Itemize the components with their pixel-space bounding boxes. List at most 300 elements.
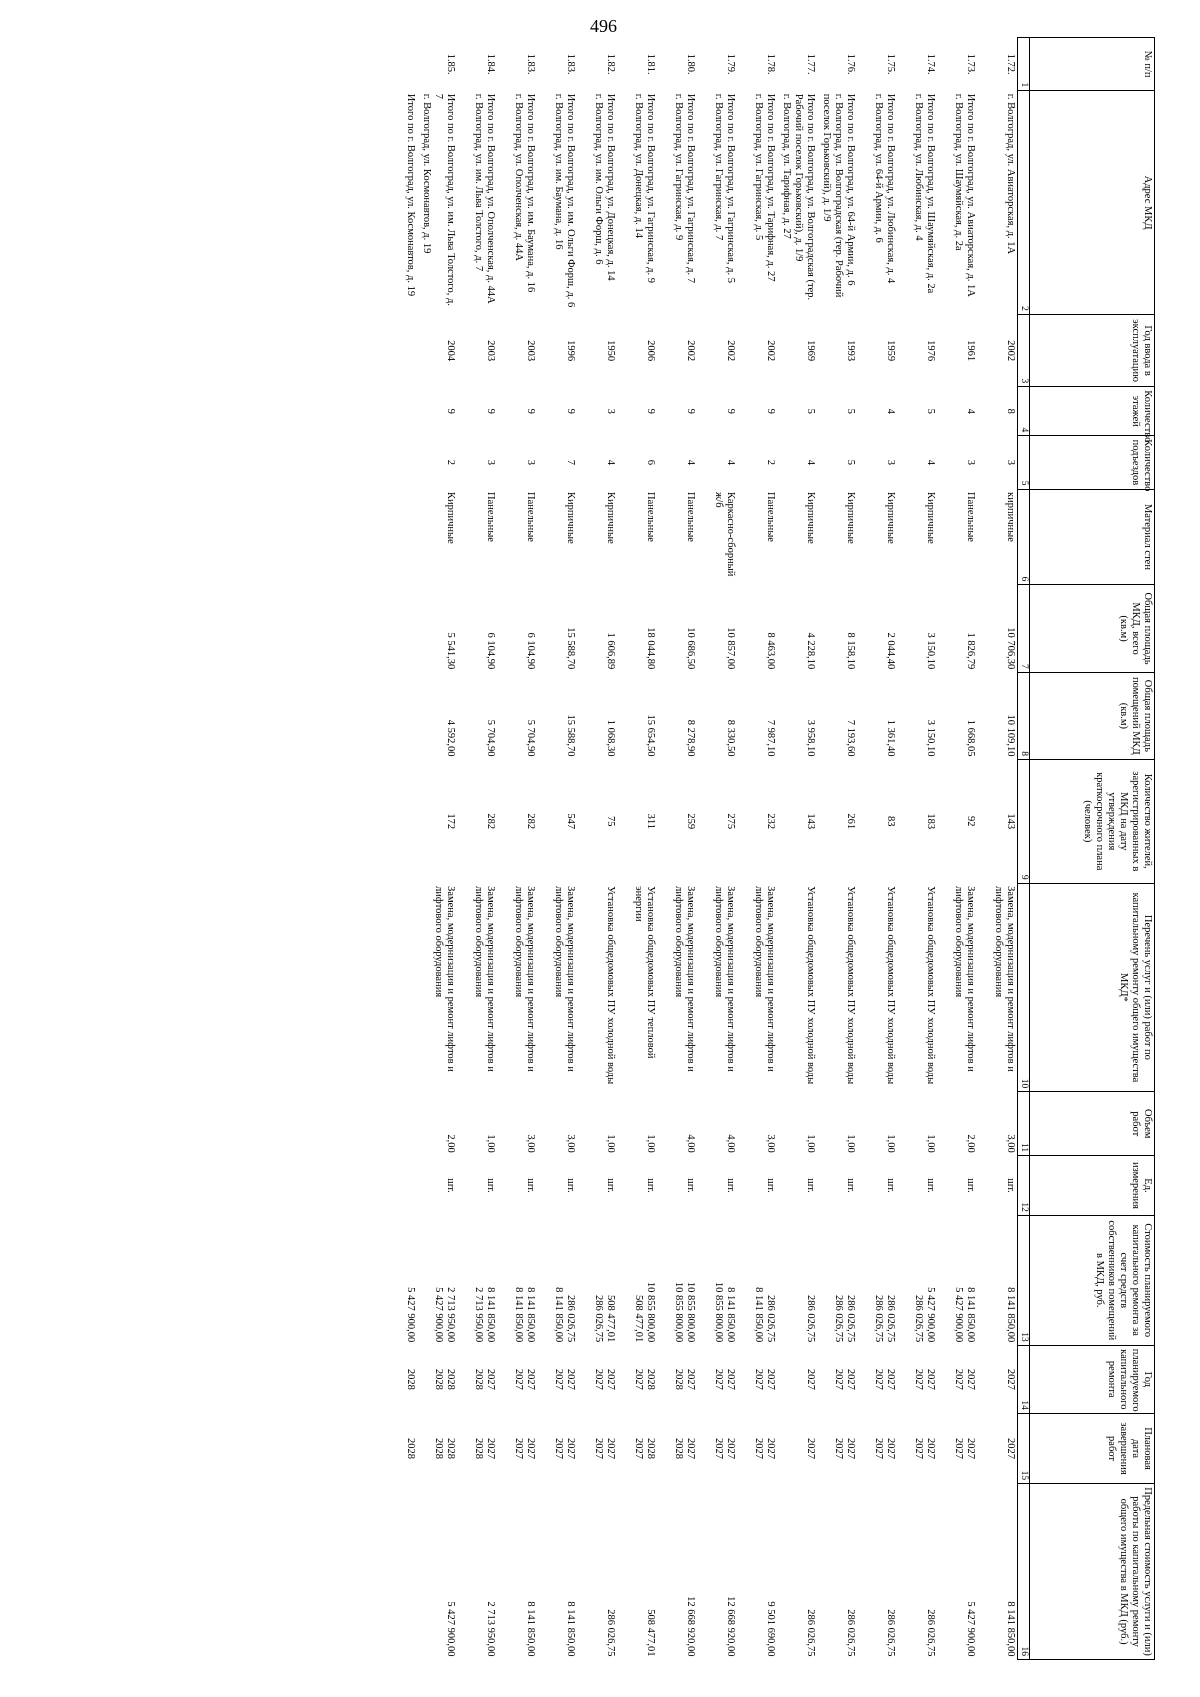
address-cell-line: г. Волгоград, ул. Любинская, д. 4 — [913, 93, 925, 241]
address-cell-line: г. Волгоград, ул. Авиаторская, д. 1А — [1005, 93, 1016, 255]
limit-cost: 8 141 850,00 — [1005, 1601, 1016, 1657]
row-number: 1.78. — [765, 53, 777, 75]
wall-material: Панельные — [685, 492, 697, 542]
residents-count: 547 — [565, 813, 577, 830]
work-volume: 1,00 — [605, 1134, 617, 1153]
wall-material: Панельные — [645, 492, 657, 542]
premises-area: 4 592,00 — [445, 719, 457, 757]
floors-count: 4 — [965, 408, 977, 414]
row-number: 1.75. — [885, 53, 897, 75]
planned-year-line: 2027 — [845, 1368, 857, 1390]
planned-cost-line: 286 026,75 — [885, 1294, 897, 1343]
limit-cost: 8 141 850,00 — [565, 1601, 577, 1657]
premises-area: 15 588,70 — [565, 714, 577, 757]
column-number: 11 — [1018, 1092, 1030, 1156]
work-description: Установка общедомовых ПУ холодной воды — [885, 886, 897, 1085]
floors-count: 3 — [605, 408, 617, 414]
capital-repair-table — [378, 37, 1156, 1660]
completion-date-line: 2027 — [685, 1438, 697, 1460]
floors-count: 9 — [445, 408, 457, 414]
planned-year-line: 2028 — [473, 1368, 485, 1390]
address-cell-line: г. Волгоград, ул. Шаумяйская, д. 2а — [953, 93, 965, 251]
total-area: 10 857,00 — [725, 627, 737, 670]
premises-area: 3 150,10 — [925, 719, 937, 757]
limit-cost: 286 026,75 — [805, 1609, 817, 1657]
wall-material: Кирпичные — [845, 492, 857, 544]
year-built: 2006 — [645, 340, 657, 362]
planned-year-line: 2027 — [633, 1368, 645, 1390]
completion-date-line: 2027 — [965, 1438, 977, 1460]
address-cell — [418, 91, 458, 315]
unit-of-measure: шт. — [445, 1178, 457, 1193]
planned-cost-line: 286 026,75 — [913, 1294, 925, 1343]
column-header: Перечень услуг и (или) работ по капитальному ремонту общего имущества МКД* — [1030, 883, 1155, 1092]
column-number: 2 — [1018, 91, 1030, 315]
entrances-count: 4 — [685, 459, 697, 466]
address-cell — [538, 91, 578, 315]
completion-date — [538, 1413, 578, 1483]
completion-date — [618, 1413, 658, 1483]
planned-cost — [458, 1215, 498, 1345]
entrances-count: 4 — [605, 459, 617, 466]
completion-date-line: 2028 — [405, 1438, 417, 1460]
work-volume: 2,00 — [445, 1134, 457, 1153]
work-volume: 1,00 — [845, 1134, 857, 1153]
planned-cost — [538, 1215, 578, 1345]
completion-date-line: 2027 — [913, 1438, 925, 1460]
residents-count: 232 — [765, 813, 777, 830]
completion-date-line: 2027 — [765, 1438, 777, 1460]
total-area: 6 104,90 — [485, 632, 497, 670]
address-cell — [898, 91, 938, 315]
address-cell-line: г. Волгоград, ул. им. Баумана, д. 16 — [553, 93, 565, 250]
column-header: Количество этажей — [1030, 387, 1155, 436]
completion-date-line: 2027 — [525, 1438, 537, 1460]
residents-count: 259 — [685, 813, 697, 830]
column-header: Стоимость планируемого капитального ремонта за счет средств собственников помещений в МКД, руб. — [1030, 1215, 1155, 1345]
work-description: Замена, модернизация и ремонт лифтов и лифтового оборудования — [673, 886, 697, 1072]
limit-cost: 5 427 900,00 — [445, 1601, 457, 1657]
wall-material: Панельные — [485, 492, 497, 542]
row-number: 1.82. — [605, 53, 617, 75]
planned-cost-line: 8 141 850,00 — [553, 1287, 565, 1343]
year-built: 1959 — [885, 340, 897, 362]
completion-date — [658, 1413, 698, 1483]
column-number: 3 — [1018, 314, 1030, 386]
limit-cost: 12 668 920,00 — [725, 1596, 737, 1657]
planned-year-line: 2027 — [525, 1368, 537, 1390]
column-header: № п/п — [1030, 38, 1155, 91]
completion-date-line: 2027 — [753, 1438, 765, 1460]
work-volume: 3,00 — [1005, 1134, 1016, 1153]
premises-area: 10 109,10 — [1005, 714, 1016, 757]
unit-of-measure: шт. — [485, 1178, 497, 1193]
planned-cost — [618, 1215, 658, 1345]
total-area: 3 150,10 — [925, 632, 937, 670]
entrances-count: 4 — [925, 459, 937, 466]
residents-count: 83 — [885, 816, 897, 827]
completion-date-line: 2027 — [833, 1438, 845, 1460]
completion-date — [858, 1413, 898, 1483]
residents-count: 75 — [605, 816, 617, 827]
planned-cost-line: 2 713 950,00 — [445, 1287, 457, 1343]
year-built: 1993 — [845, 340, 857, 362]
planned-cost-line: 508 477,01 — [633, 1294, 645, 1343]
planned-year-line: 2027 — [713, 1368, 725, 1390]
year-built: 1950 — [605, 340, 617, 362]
wall-material: Кирпичные — [925, 492, 937, 544]
work-description: Установка общедомовых ПУ тепловой энергии — [633, 886, 657, 1059]
total-area: 1 606,89 — [605, 632, 617, 670]
column-number: 8 — [1018, 672, 1030, 759]
work-description: Установка общедомовых ПУ холодной воды — [845, 886, 857, 1085]
residents-count: 311 — [645, 813, 657, 829]
total-area: 15 588,70 — [565, 627, 577, 670]
completion-date-line: 2028 — [645, 1438, 657, 1460]
floors-count: 9 — [525, 408, 537, 414]
planned-cost-line: 286 026,75 — [565, 1294, 577, 1343]
completion-date-line: 2027 — [873, 1438, 885, 1460]
planned-year-line: 2027 — [873, 1368, 885, 1390]
address-cell-line: г. Волгоград, ул. Ополченская, д. 44А — [513, 93, 525, 261]
wall-material: Панельные — [525, 492, 537, 542]
planned-year-line: 2028 — [433, 1368, 445, 1390]
planned-cost-line: 10 855 800,00 — [673, 1281, 685, 1343]
address-cell-line: г. Волгоград, ул. Донецкая, д. 14 — [633, 93, 645, 238]
planned-cost-line: 286 026,75 — [805, 1294, 817, 1343]
year-built: 2002 — [1005, 340, 1016, 362]
premises-area: 8 330,50 — [725, 719, 737, 757]
address-cell-line: г. Волгоград, ул. Гагринская, д. 9 — [673, 93, 685, 241]
completion-date-line: 2027 — [713, 1438, 725, 1460]
completion-date-line: 2027 — [845, 1438, 857, 1460]
table-row — [498, 38, 538, 1660]
address-cell — [938, 91, 978, 315]
planned-cost — [778, 1215, 818, 1345]
address-cell — [378, 91, 418, 315]
column-number: 9 — [1018, 760, 1030, 884]
unit-of-measure: шт. — [885, 1178, 897, 1193]
completion-date — [418, 1413, 458, 1483]
total-area: 1 826,79 — [965, 632, 977, 670]
planned-cost — [498, 1215, 538, 1345]
column-number: 1 — [1018, 38, 1030, 91]
planned-cost-line: 10 855 800,00 — [685, 1281, 697, 1343]
unit-of-measure: шт. — [925, 1178, 937, 1193]
address-cell — [858, 91, 898, 315]
table-row — [978, 38, 1018, 1660]
premises-area: 8 278,90 — [685, 719, 697, 757]
address-cell — [458, 91, 498, 315]
completion-date — [578, 1413, 618, 1483]
work-volume: 1,00 — [925, 1134, 937, 1153]
work-volume: 1,00 — [645, 1134, 657, 1153]
planned-cost — [738, 1215, 778, 1345]
residents-count — [378, 760, 418, 884]
address-cell-line: Итого по г. Волгоград, ул. Космонавтов, д. 19 — [405, 93, 417, 297]
address-cell — [578, 91, 618, 315]
entrances-count: 3 — [1005, 459, 1016, 466]
completion-date-line: 2027 — [953, 1438, 965, 1460]
total-area: 8 158,10 — [845, 632, 857, 670]
planned-year-line: 2027 — [685, 1368, 697, 1390]
table-row — [578, 38, 618, 1660]
planned-cost — [698, 1215, 738, 1345]
limit-cost: 286 026,75 — [605, 1609, 617, 1657]
work-volume: 2,00 — [965, 1134, 977, 1153]
table-row — [898, 38, 938, 1660]
planned-year — [378, 1345, 418, 1413]
unit-of-measure: шт. — [765, 1178, 777, 1193]
completion-date-line: 2027 — [633, 1438, 645, 1460]
completion-date-line: 2027 — [513, 1438, 525, 1460]
entrances-count: 7 — [565, 459, 577, 466]
year-built: 2003 — [485, 340, 497, 362]
completion-date-line: 2027 — [725, 1438, 737, 1460]
address-cell-line: г. Волгоград, ул. Космонавтов, д. 19 — [421, 93, 433, 254]
planned-year — [538, 1345, 578, 1413]
floors-count: 9 — [725, 408, 737, 414]
unit-of-measure: шт. — [645, 1178, 657, 1193]
address-cell — [818, 91, 858, 315]
year-built: 2002 — [725, 340, 737, 362]
planned-year — [978, 1345, 1018, 1413]
completion-date-line: 2028 — [445, 1438, 457, 1460]
table-row — [778, 38, 818, 1660]
planned-cost-line: 10 855 800,00 — [713, 1281, 725, 1343]
planned-year — [738, 1345, 778, 1413]
residents-count: 183 — [925, 813, 937, 830]
planned-year — [658, 1345, 698, 1413]
residents-count: 282 — [525, 813, 537, 830]
residents-count: 282 — [485, 813, 497, 830]
limit-cost: 2 713 950,00 — [485, 1601, 497, 1657]
completion-date — [778, 1413, 818, 1483]
limit-cost: 5 427 900,00 — [965, 1601, 977, 1657]
address-cell-line: г. Волгоград, ул. Волгоградская (тер. Рабочий поселок Горьковский), д. 1/9 — [821, 93, 845, 298]
planned-cost — [898, 1215, 938, 1345]
completion-date-line: 2027 — [553, 1438, 565, 1460]
residents-count: 261 — [845, 813, 857, 830]
column-header: Материал стен — [1030, 489, 1155, 585]
work-description: Установка общедомовых ПУ холодной воды — [805, 886, 817, 1085]
total-area: 4 228,10 — [805, 632, 817, 670]
address-cell-line: Итого по г. Волгоград, ул. Шаумяйская, д. 2а — [925, 93, 937, 294]
column-header: Плановая дата завершения работ — [1030, 1413, 1155, 1483]
address-cell-line: г. Волгоград, ул. им. Льва Толстого, д. 7 — [473, 93, 485, 272]
address-cell-line: Итого по г. Волгоград, ул. Тарифная, д. 27 — [765, 93, 777, 282]
planned-year-line: 2027 — [965, 1368, 977, 1390]
rotated-page — [45, 37, 1155, 1660]
total-area: 6 104,90 — [525, 632, 537, 670]
work-description — [378, 883, 418, 1092]
planned-year-line: 2028 — [673, 1368, 685, 1390]
planned-year-line: 2027 — [605, 1368, 617, 1390]
row-number: 1.80. — [685, 53, 697, 75]
planned-cost — [578, 1215, 618, 1345]
completion-date-line: 2027 — [593, 1438, 605, 1460]
planned-cost-line: 2 713 950,00 — [473, 1287, 485, 1343]
planned-cost — [938, 1215, 978, 1345]
row-number: 1.83. — [565, 53, 577, 75]
planned-cost-line: 8 141 850,00 — [725, 1287, 737, 1343]
column-number: 10 — [1018, 883, 1030, 1092]
unit-of-measure — [378, 1156, 418, 1216]
planned-year-line: 2027 — [753, 1368, 765, 1390]
work-description: Замена, модернизация и ремонт лифтов и лифтового оборудования — [953, 886, 977, 1072]
table-row — [938, 38, 978, 1660]
limit-cost: 286 026,75 — [885, 1609, 897, 1657]
completion-date-line: 2027 — [1005, 1438, 1016, 1460]
entrances-count: 6 — [645, 459, 657, 466]
column-header: Количество подъездов — [1030, 436, 1155, 489]
planned-cost — [378, 1215, 418, 1345]
table-row — [618, 38, 658, 1660]
floors-count: 9 — [485, 408, 497, 414]
planned-cost-line: 8 141 850,00 — [753, 1287, 765, 1343]
address-cell-line: г. Волгоград, ул. 64-й Армии, д. 6 — [873, 93, 885, 243]
floors-count: 5 — [925, 408, 937, 414]
planned-cost-line: 10 855 800,00 — [645, 1281, 657, 1343]
wall-material: Кирпичные — [565, 492, 577, 544]
completion-date-line: 2027 — [805, 1438, 817, 1460]
planned-year-line: 2027 — [953, 1368, 965, 1390]
planned-cost-line: 8 141 850,00 — [1005, 1287, 1016, 1343]
address-cell-line: Итого по г. Волгоград, ул. им. Ольги Форш, д. 6 — [565, 93, 577, 308]
premises-area: 15 654,50 — [645, 714, 657, 757]
floors-count: 8 — [1005, 408, 1016, 414]
planned-year-line: 2027 — [833, 1368, 845, 1390]
planned-cost-line: 286 026,75 — [765, 1294, 777, 1343]
wall-material: Панельные — [765, 492, 777, 542]
entrances-count — [378, 436, 418, 489]
year-built: 2002 — [765, 340, 777, 362]
work-description: Замена, модернизация и ремонт лифтов и лифтового оборудования — [473, 886, 497, 1072]
total-area: 5 541,30 — [445, 632, 457, 670]
planned-cost-line: 5 427 900,00 — [405, 1287, 417, 1343]
planned-year — [618, 1345, 658, 1413]
work-description: Замена, модернизация и ремонт лифтов и лифтового оборудования — [753, 886, 777, 1072]
entrances-count: 4 — [725, 459, 737, 466]
address-cell-line: Итого по г. Волгоград, ул. Любинская, д. 4 — [885, 93, 897, 284]
column-number: 6 — [1018, 489, 1030, 585]
completion-date — [458, 1413, 498, 1483]
work-volume: 3,00 — [565, 1134, 577, 1153]
limit-cost: 508 477,01 — [645, 1609, 657, 1657]
planned-year — [498, 1345, 538, 1413]
planned-year-line: 2027 — [565, 1368, 577, 1390]
wall-material: Кирпичные — [885, 492, 897, 544]
completion-date-line: 2027 — [485, 1438, 497, 1460]
planned-year — [698, 1345, 738, 1413]
unit-of-measure: шт. — [805, 1178, 817, 1193]
column-header: Объем работ — [1030, 1092, 1155, 1156]
completion-date-line: 2027 — [925, 1438, 937, 1460]
work-volume — [378, 1092, 418, 1156]
planned-year — [778, 1345, 818, 1413]
column-number: 15 — [1018, 1413, 1030, 1483]
unit-of-measure: шт. — [605, 1178, 617, 1193]
floors-count: 5 — [845, 408, 857, 414]
planned-year — [418, 1345, 458, 1413]
planned-year-line: 2027 — [513, 1368, 525, 1390]
completion-date — [938, 1413, 978, 1483]
planned-cost-line: 508 477,01 — [605, 1294, 617, 1343]
address-cell-line: Итого по г. Волгоград, ул. Гагринская, д. 9 — [645, 93, 657, 284]
limit-cost: 286 026,75 — [845, 1609, 857, 1657]
address-cell-line: г. Волгоград, ул. им. Ольги Форш, д. 6 — [593, 93, 605, 265]
row-number: 1.83. — [525, 53, 537, 75]
column-number: 16 — [1018, 1484, 1030, 1660]
planned-cost — [418, 1215, 458, 1345]
planned-year — [818, 1345, 858, 1413]
completion-date-line: 2028 — [673, 1438, 685, 1460]
entrances-count: 4 — [805, 459, 817, 466]
wall-material: Панельные — [965, 492, 977, 542]
wall-material — [378, 489, 418, 585]
table-row — [698, 38, 738, 1660]
column-header: Адрес МКД — [1030, 91, 1155, 315]
address-cell-line: г. Волгоград, ул. Гагринская, д. 5 — [753, 93, 765, 241]
address-cell-line: Итого по г. Волгоград, ул. 64-й Армии, д. 6 — [845, 93, 857, 286]
wall-material: Кирпичные — [445, 492, 457, 544]
column-header: Количество жителей, зарегистрированных в МКД на дату утверждения краткосрочного плана (человек) — [1030, 760, 1155, 884]
column-header: Год ввода в эксплуатацию — [1030, 314, 1155, 386]
floors-count — [378, 387, 418, 436]
column-number: 14 — [1018, 1345, 1030, 1413]
planned-cost-line: 8 141 850,00 — [485, 1287, 497, 1343]
column-number: 7 — [1018, 585, 1030, 672]
row-number: 1.84. — [485, 53, 497, 75]
residents-count: 92 — [965, 816, 977, 827]
planned-cost — [818, 1215, 858, 1345]
year-built: 2002 — [685, 340, 697, 362]
premises-area — [378, 672, 418, 759]
limit-cost — [378, 1484, 418, 1660]
address-cell-line: Итого по г. Волгоград, ул. им. Льва Толстого, д. 7 — [433, 93, 457, 306]
work-volume: 1,00 — [885, 1134, 897, 1153]
planned-year-line: 2028 — [645, 1368, 657, 1390]
column-header: Год планируемого капитального ремонта — [1030, 1345, 1155, 1413]
entrances-count: 3 — [885, 459, 897, 466]
table-row — [538, 38, 578, 1660]
completion-date — [898, 1413, 938, 1483]
completion-date-line: 2028 — [433, 1438, 445, 1460]
address-cell-line: г. Волгоград, ул. Гагринская, д. 7 — [713, 93, 725, 241]
planned-year-line: 2027 — [553, 1368, 565, 1390]
completion-date-line: 2027 — [885, 1438, 897, 1460]
address-cell — [618, 91, 658, 315]
work-volume: 3,00 — [765, 1134, 777, 1153]
entrances-count: 2 — [765, 459, 777, 466]
total-area: 8 463,00 — [765, 632, 777, 670]
row-number: 1.73. — [965, 53, 977, 75]
planned-year — [858, 1345, 898, 1413]
floors-count: 9 — [765, 408, 777, 414]
unit-of-measure: шт. — [685, 1178, 697, 1193]
completion-date-line: 2027 — [605, 1438, 617, 1460]
limit-cost: 8 141 850,00 — [525, 1601, 537, 1657]
completion-date — [378, 1413, 418, 1483]
planned-year-line: 2028 — [405, 1368, 417, 1390]
address-cell-line: Итого по г. Волгоград, ул. Волгоградская (тер. Рабочий поселок Горьковский), д. 1/9 — [793, 93, 817, 301]
total-area: 18 044,80 — [645, 627, 657, 670]
planned-year-line: 2027 — [925, 1368, 937, 1390]
planned-year-line: 2027 — [805, 1368, 817, 1390]
entrances-count: 3 — [525, 459, 537, 466]
table-row — [378, 38, 418, 1660]
entrances-count: 2 — [445, 459, 457, 466]
